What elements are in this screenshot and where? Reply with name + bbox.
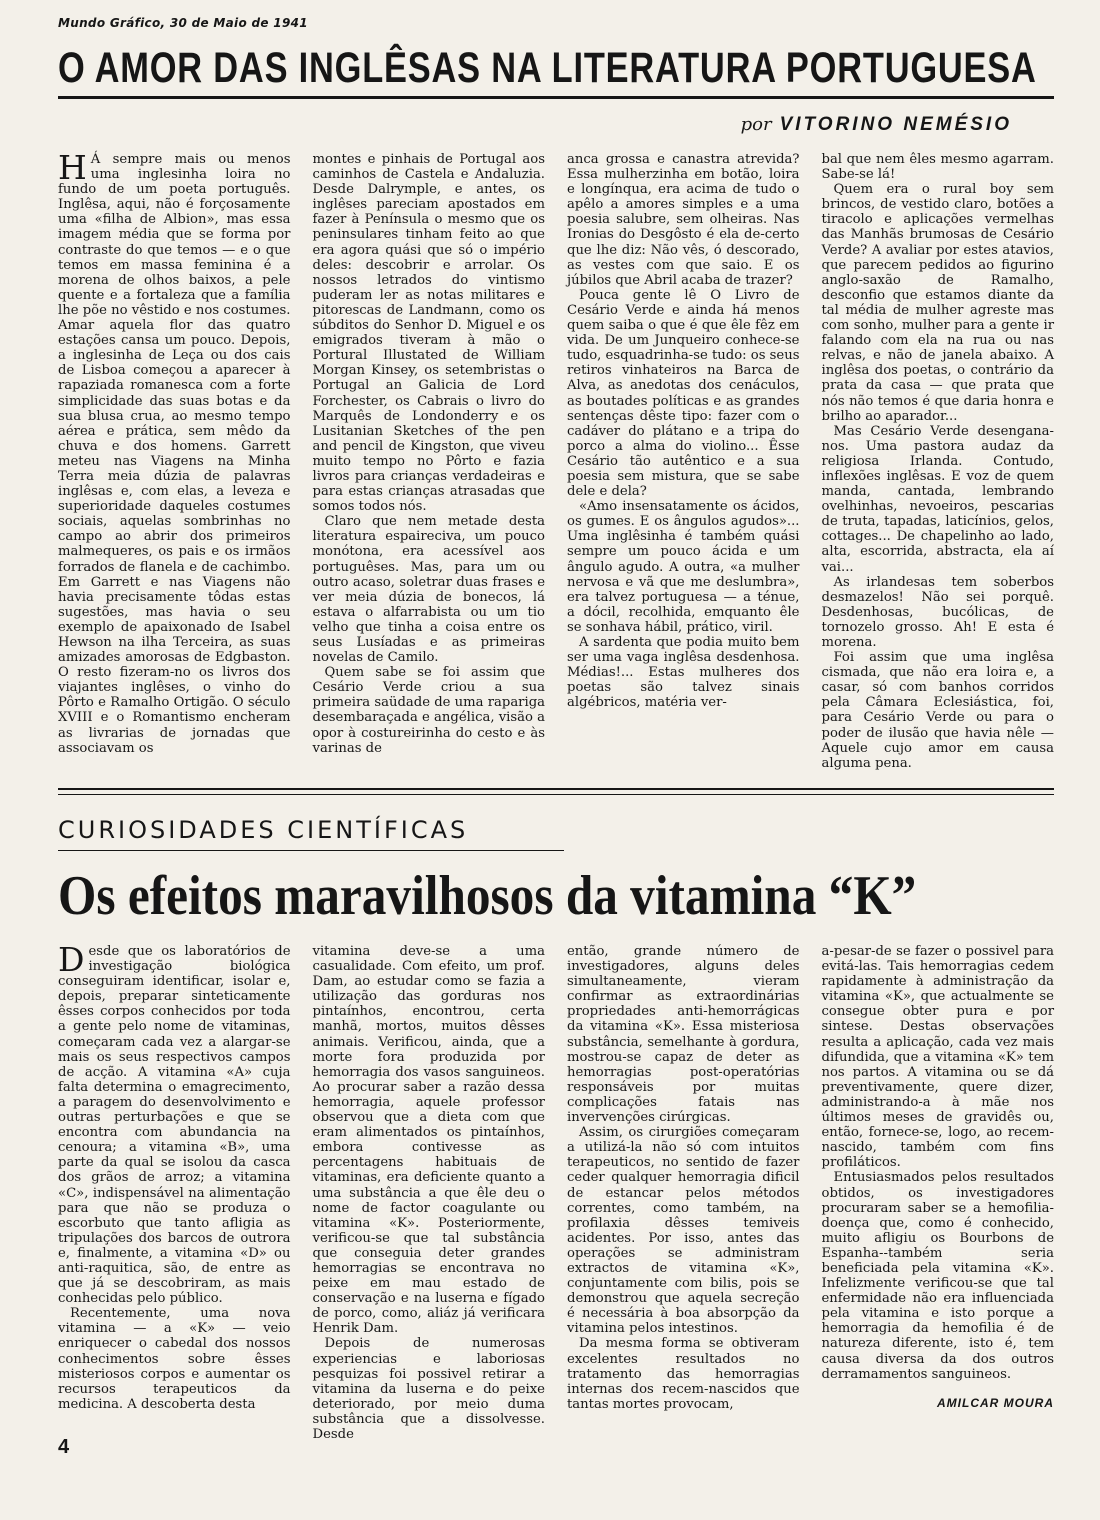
drop-cap: H <box>58 148 87 187</box>
paragraph: então, grande número de investigadores, alguns deles simultaneamente, vieram confirmar as extraordinárias propriedades anti-hemorrágicas da vitamina «K». Essa misteriosa substância, semelhante à gordura, mostrou-se capaz de deter as hemorragias post-operatórias responsáveis por muitas complicações fatais nas invervenções cirúrgicas. <box>567 944 800 1126</box>
paragraph: «Amo insensatamente os ácidos, os gumes. E os ângulos agudos»... Uma inglêsinha é também quási sempre um pouco ácida e um ângulo agudo. A outra, «a mulher nervosa e vã que me deslumbra», era talvez portuguesa — a ténue, a dócil, recolhida, emquanto êle se sonhava hábil, prático, viril. <box>567 499 800 635</box>
paragraph: montes e pinhais de Portugal aos caminhos de Castela e Andaluzia. Desde Dalrymple, e antes, os inglêses pareciam apostados em fazer à Península o mesmo que os peninsulares tinham feito ao que era agora quási que só o império deles: descobrir e arrolar. Os nossos letrados do vintismo puderam ler as notas militares e pitorescas de Landmann, como os súbditos do Senhor D. Miguel e os emigrados tiveram à mão o Portural Illustated de William Morgan Kinsey, os setembristas o Portugal an Galicia de Lord Forchester, os Cabrais o livro do Marquês de Londonderry e os Lusitanian Sketches of the pen and pencil de Kingston, que viveu muito tempo no Pôrto e fazia livros para crianças verdadeiras e para estas crianças atrasadas que somos todos nós. <box>312 152 545 515</box>
page-number: 4 <box>58 1436 70 1458</box>
article2-body <box>58 940 1054 1442</box>
paragraph: Recentemente, uma nova vitamina — a «K» — veio enriquecer o cabedal dos nossos conhecimentos sobre êsses misteriosos corpos e aumentar os recursos terapeuticos da medicina. A descoberta desta <box>58 1306 291 1412</box>
paragraph: Mas Cesário Verde desengana-nos. Uma pastora audaz da religiosa Irlanda. Contudo, inflexões inglêsas. E voz de quem manda, cantada, lembrando ovelhinhas, nevoeiros, pescarias de truta, tapadas, laticínios, gelos, cottages... De chapelinho ao lado, alta, escorrida, abstracta, ela aí vai... <box>821 423 1054 575</box>
article1-body <box>58 148 1054 772</box>
article1-byline <box>741 114 1012 136</box>
paragraph: Quem sabe se foi assim que Cesário Verde criou a sua primeira saüdade de uma rapariga desembaraçada e angélica, visão a opor à costureirinha do cesto e às varinas de <box>312 665 546 756</box>
paragraph: Pouca gente lê O Livro de Cesário Verde e ainda há menos quem saiba o que é que êle fêz em vida. De um Junqueiro conhece-se tudo, esquadrinha-se tudo: os seus retiros vinhateiros na Barca de Alva, as anedotas dos cenáculos, as boutades políticas e as grandes sentenças dêste tipo: fazer com o cadáver do plátano e a tripa do porco a alma do violino... Êsse Cesário tão autêntico e a sua poesia sem mistura, que se sabe dele e dela? <box>567 287 800 500</box>
article2-column <box>58 940 291 1422</box>
drop-cap: D <box>58 940 85 979</box>
article1-column <box>313 152 546 772</box>
byline-author: VITORINO NEMÉSIO <box>779 114 1012 135</box>
section-divider <box>58 788 1054 790</box>
title-rule <box>58 96 1054 99</box>
paragraph: Claro que nem metade desta literatura espaireciva, um pouco monótona, era acessível aos portuguêses. Mas, para um ou outro acaso, soletrar duas frases e ver meia dúzia de bonecos, lá estava o alfarrabista ou um tio velho que tinha a coisa entre os seus Lusíadas e as primeiras novelas de Camilo. <box>312 514 545 666</box>
paragraph: Da mesma forma se obtiveram excelentes resultados no tratamento das hemorragias internas dos recem-nascidos que tantas mortes provocam, <box>567 1336 800 1412</box>
article2-column <box>822 944 1055 1422</box>
paragraph: a-pesar-de se fazer o possivel para evitá-las. Tais hemorragias cedem rapidamente à administração da vitamina «K», que actualmente se consegue obter pura e por sintese. Destas observações resulta a aplicação, cada vez mais difundida, que a vitamina «K» tem nos partos. A vitamina ou se dá preventivamente, quere dizer, administrando-a à mãe nos últimos meses de gravidês ou, então, fornece-se, logo, ao recem-nascido, também com fins profiláticos. <box>821 944 1054 1171</box>
section-label-rule <box>58 850 564 851</box>
article1-column <box>58 148 291 772</box>
article2-column <box>312 944 546 1442</box>
paragraph: anca grossa e canastra atrevida? Essa mulherzinha em botão, loira e longínqua, era acima de tudo o apêlo a amores simples e a uma poesia salubre, sem olheiras. Nas Ironias do Desgôsto é ela de-certo que lhe diz: Não vês, ó descorado, as vestes com que saio. E os júbilos que Abril acaba de trazer? <box>567 152 800 288</box>
paragraph: Foi assim que uma inglêsa cismada, que não era loira e, a casar, só com banhos corridos pela Câmara Eclesiástica, foi, para Cesário Verde ou para o poder de ilusão que havia nêle — Aquele cujo amor em causa alguma pena. <box>821 650 1054 771</box>
paragraph: Entusiasmados pelos resultados obtidos, os investigadores procuraram saber se a hemofilia-doença que, como é conhecido, muito afligiu os Bourbons de Espanha--também seria beneficiada pela vitamina «K». Infelizmente verificou-se que tal enfermidade não era influenciada pela vitamina e isto porque a hemorragia da hemofilia é de natureza diferente, isto é, tem causa diversa da dos outros derramamentos sanguineos. <box>821 1170 1054 1382</box>
paragraph: Desde que os laboratórios de investigação biológica conseguiram identificar, isolar e, depois, preparar sinteticamente êsses corpos conhecidos por toda a gente pelo nome de vitaminas, começaram cada vez a alargar-se mais os seus respectivos campos de acção. A vitamina «A» cuja falta determina o emagrecimento, a paragem do desenvolvimento e outras perturbações e que se encontra com abundancia na cenoura; a vitamina «B», uma parte da qual se isolou da casca dos grãos de arroz; a vitamina «C», indispensável na alimentação para que não se produza o escorbuto que tanto afligia as tripulações dos barcos de outrora e, finalmente, a vitamina «D» ou anti-raquitica, são, de entre as que já se descobriram, as mais conhecidas pelo público. <box>58 940 291 1307</box>
paragraph: As irlandesas tem soberbos desmazelos! Não sei porquê. Desdenhosas, bucólicas, de tornozelo grosso. Ah! E esta é morena. <box>821 574 1054 650</box>
paragraph: Assim, os cirurgiões começaram a utilizá-la não só com intuitos terapeuticos, no sentido de fazer ceder qualquer hemorragia dificil de estancar pelos métodos correntes, como também, na profilaxia dêsses temiveis acidentes. Por isso, antes das operações se administram extractos de vitamina «K», conjuntamente com bilis, pois se demonstrou que aquela secreção é necessária à boa absorpção da vitamina pelos intestinos. <box>567 1125 800 1337</box>
paragraph: Depois de numerosas experiencias e laboriosas pesquizas foi possivel retirar a vitamina da luserna e do peixe deteriorado, por meio duma substância que a dissolvesse. Desde <box>312 1336 545 1442</box>
article2-column <box>567 944 800 1422</box>
byline-prefix: por <box>740 114 772 135</box>
section-label: CURIOSIDADES CIENTÍFICAS <box>58 816 469 844</box>
article2-title: Os efeitos maravilhosos da vitamina “K” <box>58 865 917 927</box>
section-divider-thin <box>58 794 1054 795</box>
paragraph: bal que nem êles mesmo agarram. Sabe-se lá! <box>821 152 1054 183</box>
article1-column <box>567 152 800 772</box>
article1-column <box>822 152 1055 772</box>
masthead: Mundo Gráfico, 30 de Maio de 1941 <box>58 16 308 30</box>
article1-title: O AMOR DAS INGLÊSAS NA LITERATURA PORTUGUESA <box>58 44 1037 92</box>
paragraph: A sardenta que podia muito bem ser uma vaga inglêsa desdenhosa. Médias!... Estas mulheres dos poetas são talvez sinais algébricos, matéria ver- <box>567 635 800 711</box>
paragraph: Quem era o rural boy sem brincos, de vestido claro, botões a tiracolo e aplicações vermelhas das Manhãs brumosas de Cesário Verde? A avaliar por estes atavios, que parecem pedidos ao figurino anglo-saxão de Ramalho, desconfio que estamos diante da tal média de mulher agreste mas com sonho, mulher para a gente ir falando com ela na rua ou nas relvas, e não de janela abaixo. A inglêsa dos poetas, o contrário da prata da casa — que prata que nós não temos é que daria honra e brilho ao aparador... <box>821 182 1054 424</box>
paragraph: vitamina deve-se a uma casualidade. Com efeito, um prof. Dam, ao estudar como se fazia a utilização das gorduras nos pintaínhos, encontrou, certa manhã, mortos, muitos dêsses animais. Verificou, ainda, que a morte fora produzida por hemorragia dos vasos sanguineos. Ao procurar saber a razão dessa hemorragia, aquele professor observou que a dieta com que eram alimentados os pintaínhos, embora contivesse as percentagens habituais de vitaminas, era deficiente quanto a uma substância a que êle deu o nome de factor coagulante ou vitamina «K». Posteriormente, verificou-se que tal substância que conseguia deter grandes hemorragias se encontrava no peixe em mau estado de conservação e na luserna e fígado de porco, como, aliáz já verificara Henrik Dam. <box>312 944 545 1337</box>
paragraph: H Á sempre mais ou menos uma inglesinha loira no fundo de um poeta português. Inglêsa, aqui, não é forçosamente uma «filha de Albion», mas essa imagem média que se forma por contraste do que temos — e o que temos em massa feminina é a morena de olhos baixos, a pele quente e a fortaleza que a família lhe põe no vêstido e nos costumes. Amar aquela flor das quatro estações cansa um pouco. Depois, a inglesinha de Leça ou dos cais de Lisboa começou a aparecer à rapaziada romanesca com a forte simplicidade das suas botas e da sua blusa crua, ao mesmo tempo aérea e prática, sem mêdo da chuva e dos homens. Garrett meteu nas Viagens na Minha Terra meia dúzia de palavras inglêsas e, com elas, a leveza e superioridade daqueles costumes sociais, aquelas sombrinhas no campo ao abrir dos primeiros malmequeres, os pais e os irmãos forrados de flanela e de cachimbo. Em Garrett e nas Viagens não havia precisamente tôdas estas sugestões, mas havia o seu exemplo de apaixonado de Isabel Hewson na ilha Terceira, as suas amizades amorosas de Edgbaston. O resto fizeram-no os livros dos viajantes inglêses, o vinho do Pôrto e Ramalho Ortigão. O século XVIII e o Romantismo encheram as livrarias de jornadas que associavam os <box>58 148 291 756</box>
article2-byline: AMILCAR MOURA <box>937 1396 1054 1410</box>
